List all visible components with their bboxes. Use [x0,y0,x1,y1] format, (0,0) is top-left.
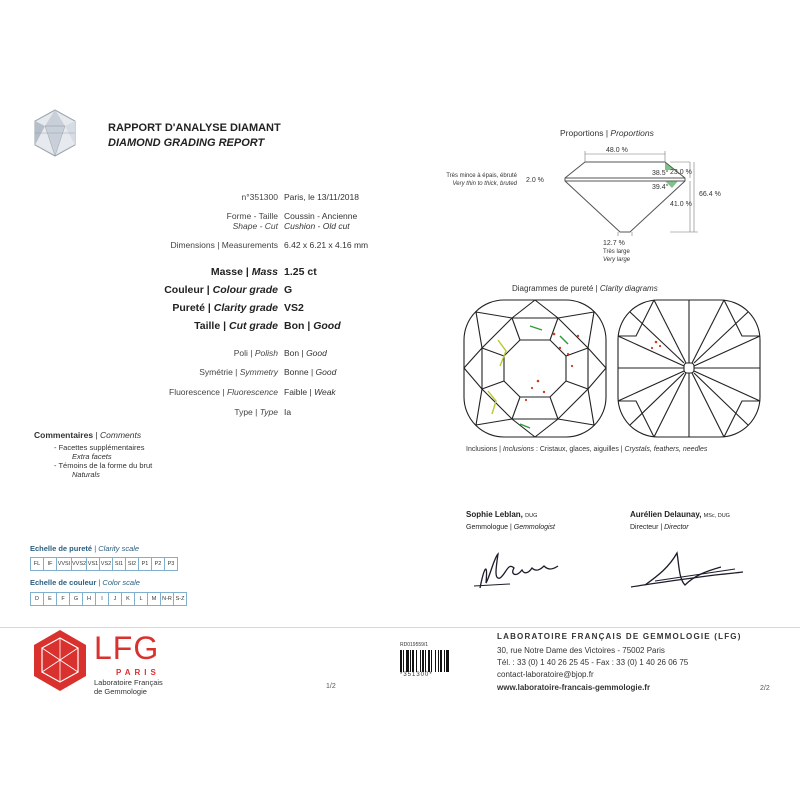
pavilion-depth: 41.0 % [670,201,692,208]
symmetry-value: Bonne | Good [284,367,337,377]
scale-cell: D [30,592,44,606]
dimensions-value: 6.42 x 6.21 x 4.16 mm [284,240,369,250]
scale-cell: P1 [138,557,152,571]
scale-cell: L [134,592,148,606]
scale-cell: E [43,592,57,606]
pavilion-clarity-diagram [614,296,764,441]
inclusions-line: Inclusions | Inclusions : Cristaux, glaces, aiguilles | Crystals, feathers, needles [466,446,708,453]
colour-scale [30,592,186,606]
scale-cell: S-Z [173,592,187,606]
logo-lab-name: Laboratoire Français de Gemmologie [94,678,163,696]
crown-clarity-diagram [460,296,610,441]
lab-full-name: LABORATOIRE FRANÇAIS DE GEMMOLOGIE (LFG) [497,632,742,641]
logo-sub: PARIS [116,668,160,677]
cut-value: Bon | Good [284,320,341,332]
proportions-title: Proportions | Proportions [560,128,654,138]
clarity-diagrams-title: Diagrammes de pureté | Clarity diagrams [512,284,658,293]
title-en: DIAMOND GRADING REPORT [108,137,265,149]
scale-cell: F [56,592,70,606]
page-number-right: 2/2 [760,685,770,692]
signature-2 [625,545,755,595]
signature-1 [470,548,580,593]
lfg-logo [30,628,230,698]
colour-scale-title: Echelle de couleur | Color scale [30,578,140,587]
report-number: n°351300 [241,192,278,202]
scale-cell: G [69,592,83,606]
scale-cell: SI2 [125,557,139,571]
scale-cell: P2 [151,557,165,571]
scale-cell: M [147,592,161,606]
barcode-area: RD019559/1 *351300* [400,642,480,682]
girdle-percent: 2.0 % [526,177,544,184]
girdle-desc-en: Very thin to thick, bruted [452,181,517,187]
polish-label: Poli | Polish [233,348,278,358]
clarity-label: Pureté | Clarity grade [172,302,278,314]
type-label: Type | Type [234,407,278,417]
address: 30, rue Notre Dame des Victoires - 75002 Paris [497,646,665,655]
culet-percent: 12.7 % [603,240,625,247]
shape-label: Forme - Taille Shape - Cut [226,211,278,231]
title-fr: RAPPORT D'ANALYSE DIAMANT [108,122,281,134]
scale-cell: I [95,592,109,606]
scale-cell: SI1 [112,557,126,571]
page-number-left: 1/2 [326,683,336,690]
cut-label: Taille | Cut grade [194,320,278,332]
clarity-scale [30,557,177,571]
fluorescence-label: Fluorescence | Fluorescence [169,387,278,397]
proportions-diagram [420,140,740,270]
comments-list: - Facettes supplémentaires Extra facets - Témoins de la forme du brut Naturals [54,443,153,479]
logo-text: LFG [94,630,160,666]
colour-label: Couleur | Colour grade [164,284,278,296]
scale-cell: N-R [160,592,174,606]
mass-label: Masse | Mass [210,266,278,278]
total-depth: 66.4 % [699,191,721,198]
culet-desc-fr: Très large [603,249,630,255]
pavilion-angle: 39.4° [652,184,669,191]
girdle-desc-fr: Très mince à épais, ébruté [446,173,517,179]
clarity-value: VS2 [284,302,304,314]
scale-cell: VVS2 [71,557,87,571]
culet-desc-en: Very large [603,257,631,263]
scale-cell: H [82,592,96,606]
barcode-bar [449,650,450,672]
signatory-2: Aurélien Delaunay, MSc, DUG Directeur | Director [630,510,730,531]
barcode [400,650,480,672]
scale-cell: VVSI [56,557,72,571]
scale-cell: K [121,592,135,606]
colour-value: G [284,284,293,296]
symmetry-label: Symétrie | Symmetry [199,367,278,377]
comments-heading: Commentaires | Comments [34,430,142,440]
website-link[interactable]: www.laboratoire-francais-gemmologie.fr [497,683,651,692]
comment-item: - Témoins de la forme du brut [54,461,153,470]
table-percent: 48.0 % [606,147,628,154]
scale-cell: IF [43,557,57,571]
report-date: Paris, le 13/11/2018 [284,192,359,202]
clarity-scale-title: Echelle de pureté | Clarity scale [30,544,140,553]
fluorescence-value: Faible | Weak [284,387,336,397]
signatory-1: Sophie Leblan, DUG Gemmologue | Gemmologist [466,510,555,531]
scale-cell: VS2 [99,557,113,571]
mass-value: 1.25 ct [284,266,317,278]
comment-item: - Facettes supplémentaires [54,443,145,452]
crown-angle: 38.5° [652,170,669,177]
shape-value: Coussin - Ancienne Cushion - Old cut [284,211,358,231]
scale-cell: FL [30,557,44,571]
scale-cell: J [108,592,122,606]
inclusion-dots [525,333,579,401]
phone-fax: Tél. : 33 (0) 1 40 26 25 45 - Fax : 33 (0) 1 40 26 06 75 [497,658,689,667]
diamond-icon [30,108,80,158]
dimensions-label: Dimensions | Measurements [170,240,278,250]
crown-height: 23.0 % [670,169,692,176]
polish-value: Bon | Good [284,348,327,358]
email-link[interactable]: contact-laboratoire@bjop.fr [497,670,594,679]
type-value: Ia [284,407,292,417]
scale-cell: P3 [164,557,178,571]
scale-cell: VS1 [86,557,100,571]
inclusion-dots [651,341,661,349]
